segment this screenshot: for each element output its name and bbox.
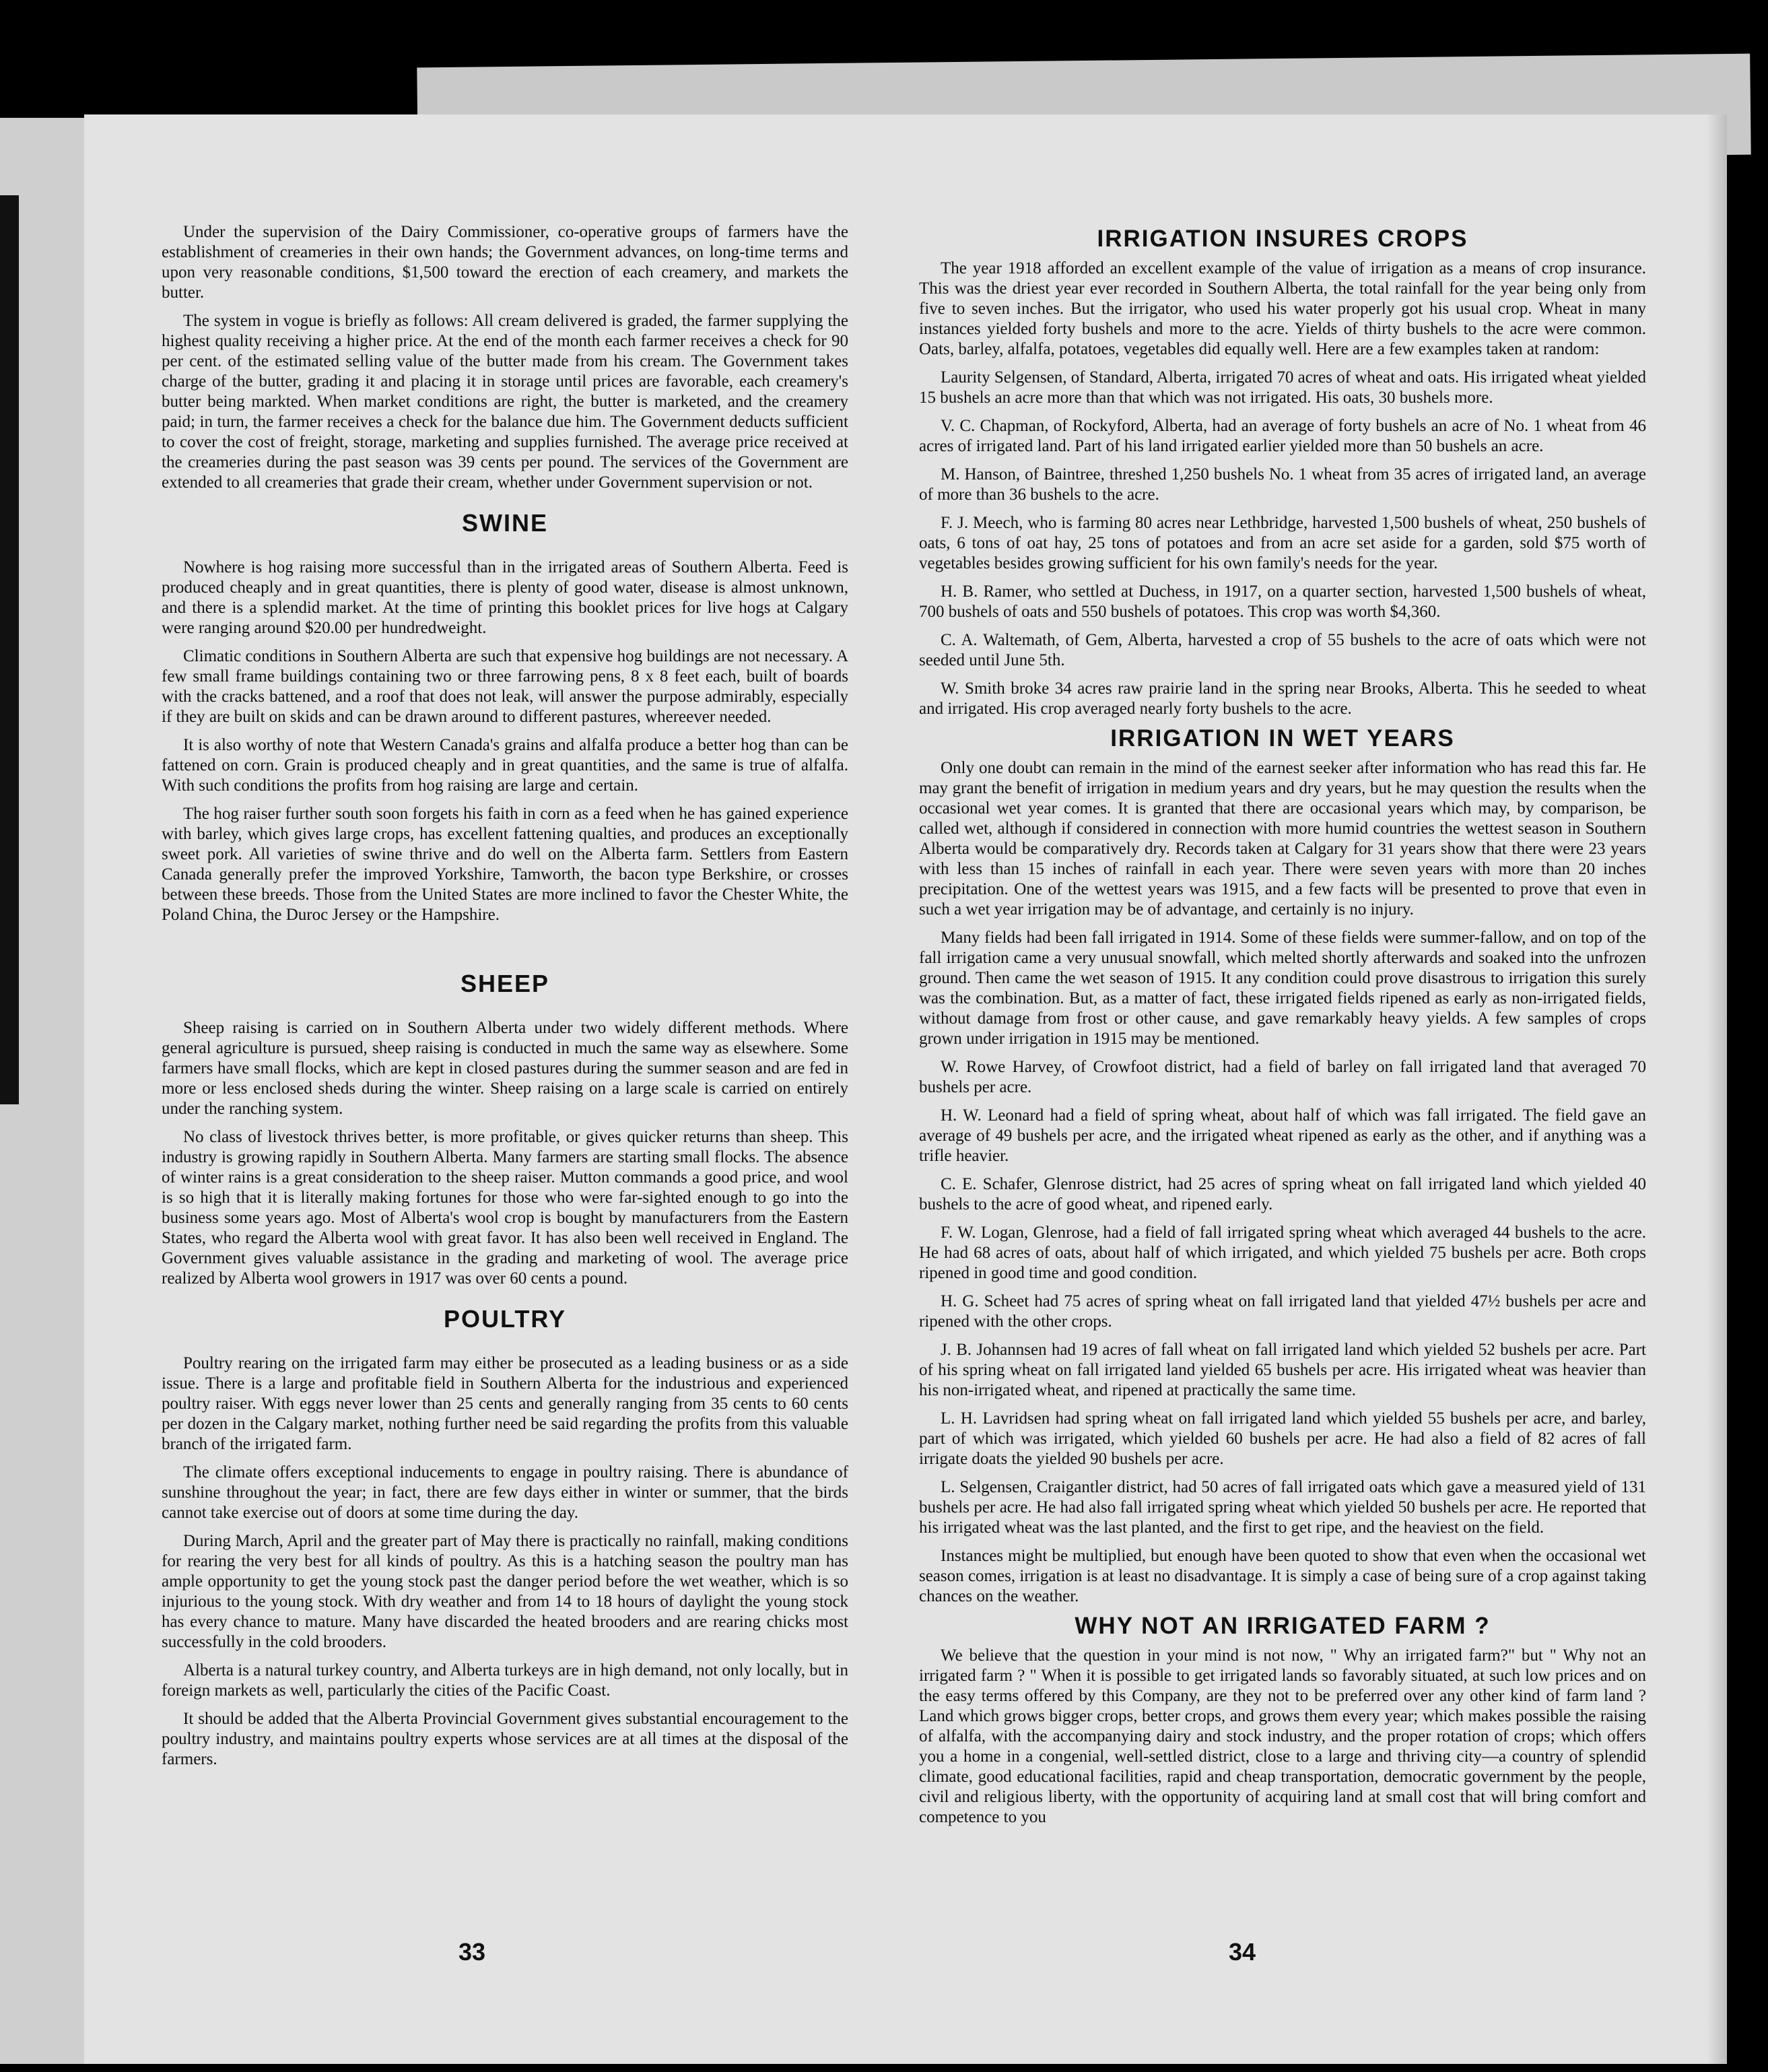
- paragraph: Poultry rearing on the irrigated farm may either be prosecuted as a leading business or as a side issue. There is a large and profitable field in Southern Alberta for the industrious and experienced poultry raiser. With eggs never lower than 25 cents and generally ranging from 35 cents to 60 cents per dozen in the Calgary market, nothing further need be said regarding the profits from this valuable branch of the irrigated farm.: [162, 1354, 848, 1453]
- paragraph: L. Selgensen, Craigantler district, had 50 acres of fall irrigated oats which gave a measured yield of 131 bushels per acre. He had also fall irrigated spring wheat which yielded 50 bushels per acre. He reported that his irrigated wheat was the last planted, and the first to get ripe, and the heaviest on the field.: [919, 1478, 1646, 1537]
- paragraph: Climatic conditions in Southern Alberta are such that expensive hog buildings are not necessary. A few small frame buildings containing two or three farrowing pens, 8 x 8 feet each, built of boards with the cracks battened, and a roof that does not leak, will answer the purpose admirably, especially if they are built on skids and can be drawn around to different pastures, whereever needed.: [162, 647, 848, 726]
- section-heading-sheep: SHEEP: [460, 970, 550, 997]
- paragraph: H. W. Leonard had a field of spring wheat, about half of which was fall irrigated. The field gave an average of 49 bushels per acre, and the irrigated wheat ripened as early as the other, and if anything was a trifle heavier.: [919, 1106, 1646, 1165]
- paragraph: Only one doubt can remain in the mind of the earnest seeker after information who has read this far. He may grant the benefit of irrigation in medium years and dry years, but he may question the results when the occasional wet year comes. It is granted that there are occasional years which may, by comparison, be called wet, although if considered in connection with more humid countries the wettest season in Southern Alberta would be comparatively dry. Records taken at Calgary for 31 years show that there were 23 years with less than 15 inches of rainfall in each year. There were seven years with more than 20 inches precipitation. One of the wettest years was 1915, and a few facts will be presented to prove that even in such a wet year irrigation may be of advantage, and certainly is no injury.: [919, 759, 1646, 918]
- paragraph: C. E. Schafer, Glenrose district, had 25 acres of spring wheat on fall irrigated land which yielded 40 bushels to the acre of good wheat, and ripened early.: [919, 1175, 1646, 1213]
- paragraph: Sheep raising is carried on in Southern Alberta under two widely different methods. Where general agriculture is pursued, sheep raising is conducted in much the same way as elsewhere. Some farmers have small flocks, which are kept in closed pastures during the summer season and are fed in more or less enclosed sheds during the winter. Sheep raising on a large scale is carried on entirely under the ranching system.: [162, 1019, 848, 1118]
- page-34-column: [919, 226, 1646, 1836]
- paragraph: Alberta is a natural turkey country, and Alberta turkeys are in high demand, not only locally, but in foreign markets as well, particularly the cities of the Pacific Coast.: [162, 1661, 848, 1700]
- paragraph: It should be added that the Alberta Provincial Government gives substantial encouragement to the poultry industry, and maintains poultry experts whose services are at all times at the disposal of the farmers.: [162, 1710, 848, 1768]
- section-heading-swine: SWINE: [461, 509, 548, 537]
- page-fold-shadow: [1707, 114, 1727, 2064]
- paragraph: Instances might be multiplied, but enough have been quoted to show that even when the occasional wet season comes, irrigation is at least no disadvantage. It is simply a case of being sure of a crop against taking chances on the weather.: [919, 1547, 1646, 1605]
- paragraph: L. H. Lavridsen had spring wheat on fall irrigated land which yielded 55 bushels per acre, and barley, part of which was irrigated, which yielded 60 bushels per acre. He had also a field of 82 acres of fall irrigate doats the yielded 90 bushels per acre.: [919, 1409, 1646, 1468]
- paragraph: V. C. Chapman, of Rockyford, Alberta, had an average of forty bushels an acre of No. 1 wheat from 46 acres of irrigated land. Part of his land irrigated earlier yielded more than 50 bushels an acre.: [919, 417, 1646, 455]
- paragraph: J. B. Johannsen had 19 acres of fall wheat on fall irrigated land which yielded 52 bushels per acre. Part of his spring wheat on fall irrigated land yielded 65 bushels per acre. His irrigated wheat was heavier than his non-irrigated wheat, and ripened at practically the same time.: [919, 1341, 1646, 1399]
- paragraph: The system in vogue is briefly as follows: All cream delivered is graded, the farmer supplying the highest quality receiving a higher price. At the end of the month each farmer receives a check for 90 per cent. of the estimated selling value of the butter made from his cream. The Government takes charge of the butter, grading it and placing it in storage until prices are favorable, each creamery's butter being markted. When market conditions are right, the butter is marketed, and the creamery paid; in turn, the farmer receives a check for the balance due him. The Government deducts sufficient to cover the cost of freight, storage, marketing and supplies furnished. The average price received at the creameries during the past season was 39 cents per pound. The services of the Government are extended to all creameries that grade their cream, whether under Government supervision or not.: [162, 312, 848, 492]
- section-heading-poultry: POULTRY: [444, 1305, 566, 1333]
- section-heading-irrigation-wet-years: IRRIGATION IN WET YEARS: [1110, 725, 1455, 751]
- paragraph: The year 1918 afforded an excellent example of the value of irrigation as a means of crop insurance. This was the driest year ever recorded in Southern Alberta, the total rainfall for the year being only from five to seven inches. But the irrigator, who used his water properly got his usual crop. Wheat in many instances yielded forty bushels and more to the acre. Yields of thirty bushels to the acre were common. Oats, barley, alfalfa, potatoes, vegetables did equally well. Here are a few examples taken at random:: [919, 259, 1646, 358]
- paragraph: F. W. Logan, Glenrose, had a field of fall irrigated spring wheat which averaged 44 bushels to the acre. He had 68 acres of oats, about half of which irrigated, and which yielded 75 bushels per acre. Both crops ripened in good time and good condition.: [919, 1224, 1646, 1282]
- paragraph: Laurity Selgensen, of Standard, Alberta, irrigated 70 acres of wheat and oats. His irrigated wheat yielded 15 bushels an acre more than that which was not irrigated. His oats, 30 bushels more.: [919, 368, 1646, 407]
- page-number-33: 33: [458, 1938, 486, 1966]
- paragraph: W. Rowe Harvey, of Crowfoot district, had a field of barley on fall irrigated land that averaged 70 bushels per acre.: [919, 1058, 1646, 1096]
- paragraph: M. Hanson, of Baintree, threshed 1,250 bushels No. 1 wheat from 35 acres of irrigated land, an average of more than 36 bushels to the acre.: [919, 465, 1646, 504]
- paragraph: No class of livestock thrives better, is more profitable, or gives quicker returns than sheep. This industry is growing rapidly in Southern Alberta. Many farmers are starting small flocks. The absence of winter rains is a great consideration to the sheep raiser. Mutton commands a good price, and wool is so high that it is literally making fortunes for those who were far-sighted enough to go into the business some years ago. Most of Alberta's wool crop is bought by manufacturers from the Eastern States, who regard the Alberta wool with great favor. It has also been well received in England. The Government gives valuable assistance in the grading and marketing of wool. The average price realized by Alberta wool growers in 1917 was over 60 cents a pound.: [162, 1128, 848, 1288]
- paragraph: During March, April and the greater part of May there is practically no rainfall, making conditions for rearing the very best for all kinds of poultry. As this is a hatching season the poultry man has ample opportunity to get the young stock past the danger period before the wet weather, which is so injurious to the young stock. With dry weather and from 14 to 18 hours of daylight the young stock has every chance to mature. Many have discarded the heated brooders and are rearing chicks most successfully in the cold brooders.: [162, 1532, 848, 1651]
- page-number-34: 34: [1229, 1938, 1256, 1966]
- paragraph: Nowhere is hog raising more successful than in the irrigated areas of Southern Alberta. Feed is produced cheaply and in great quantities, there is plenty of good water, disease is almost unknown, and there is a splendid market. At the time of printing this booklet prices for live hogs at Calgary were ranging around $20.00 per hundredweight.: [162, 558, 848, 637]
- paragraph: C. A. Waltemath, of Gem, Alberta, harvested a crop of 55 bushels to the acre of oats which were not seeded until June 5th.: [919, 631, 1646, 669]
- paragraph: Under the supervision of the Dairy Commissioner, co-operative groups of farmers have the establishment of creameries in their own hands; the Government advances, on long-time terms and upon very reasonable conditions, $1,500 toward the erection of each creamery, and markets the butter.: [162, 223, 848, 302]
- paragraph: The climate offers exceptional inducements to engage in poultry raising. There is abundance of sunshine throughout the year; in fact, there are few days either in winter or summer, that the birds cannot take exercise out of doors at some time during the day.: [162, 1463, 848, 1522]
- paragraph: It is also worthy of note that Western Canada's grains and alfalfa produce a better hog than can be fattened on corn. Grain is produced cheaply and in great quantities, and the same is true of alfalfa. With such conditions the profits from hog raising are large and certain.: [162, 736, 848, 795]
- binding-shadow: [0, 195, 19, 1104]
- paragraph: H. G. Scheet had 75 acres of spring wheat on fall irrigated land that yielded 47½ bushels per acre and ripened with the other crops.: [919, 1292, 1646, 1331]
- paragraph: F. J. Meech, who is farming 80 acres near Lethbridge, harvested 1,500 bushels of wheat, 250 bushels of oats, 6 tons of oat hay, 25 tons of potatoes and from an acre set aside for a garden, sold $75 worth of vegetables besides growing sufficient for his own family's needs for the year.: [919, 514, 1646, 572]
- paragraph: Many fields had been fall irrigated in 1914. Some of these fields were summer-fallow, and on top of the fall irrigation came a very unusual snowfall, which melted shortly afterwards and soaked into the unfrozen ground. Then came the wet season of 1915. It any condition could prove disastrous to irrigation this surely was the combination. But, as a matter of fact, these irrigated fields ripened as early as non-irrigated fields, without damage from frost or other cause, and gave remarkably heavy yields. A few samples of crops grown under irrigation in 1915 may be mentioned.: [919, 929, 1646, 1048]
- booklet-spread: [84, 114, 1727, 2064]
- paragraph: The hog raiser further south soon forgets his faith in corn as a feed when he has gained experience with barley, which gives large crops, has excellent fattening qualties, and produces an exceptionally sweet pork. All varieties of swine thrive and do well on the Alberta farm. Settlers from Eastern Canada generally prefer the improved Yorkshire, Tamworth, the bacon type Berkshire, or crosses between these breeds. Those from the United States are more inclined to favor the Chester White, the Poland China, the Duroc Jersey or the Hampshire.: [162, 805, 848, 924]
- paragraph: H. B. Ramer, who settled at Duchess, in 1917, on a quarter section, harvested 1,500 bushels of wheat, 700 bushels of oats and 550 bushels of potatoes. This crop was worth $4,360.: [919, 582, 1646, 621]
- section-heading-irrigation-insures-crops: IRRIGATION INSURES CROPS: [1097, 226, 1468, 252]
- section-heading-why-not-irrigated-farm: WHY NOT AN IRRIGATED FARM ?: [1075, 1613, 1491, 1639]
- paragraph: We believe that the question in your mind is not now, " Why an irrigated farm?" but " Why not an irrigated farm ? " When it is possible to get irrigated lands so favorably situated, at such low prices and on the easy terms offered by this Company, are they not to be preferred over any other kind of farm land ? Land which grows bigger crops, better crops, and grows them every year; which makes possible the raising of alfalfa, with the accompanying dairy and stock industry, and the proper rotation of crops; which offers you a home in a congenial, well-settled district, close to a large and thriving city—a country of splendid climate, good educational facilities, rapid and cheap transportation, democratic government by the people, civil and religious liberty, with the opportunity of acquiring land at small cost that will bring comfort and competence to you: [919, 1646, 1646, 1826]
- page-33-column: [162, 222, 848, 1778]
- paragraph: W. Smith broke 34 acres raw prairie land in the spring near Brooks, Alberta. This he seeded to wheat and irrigated. His crop averaged nearly forty bushels to the acre.: [919, 679, 1646, 718]
